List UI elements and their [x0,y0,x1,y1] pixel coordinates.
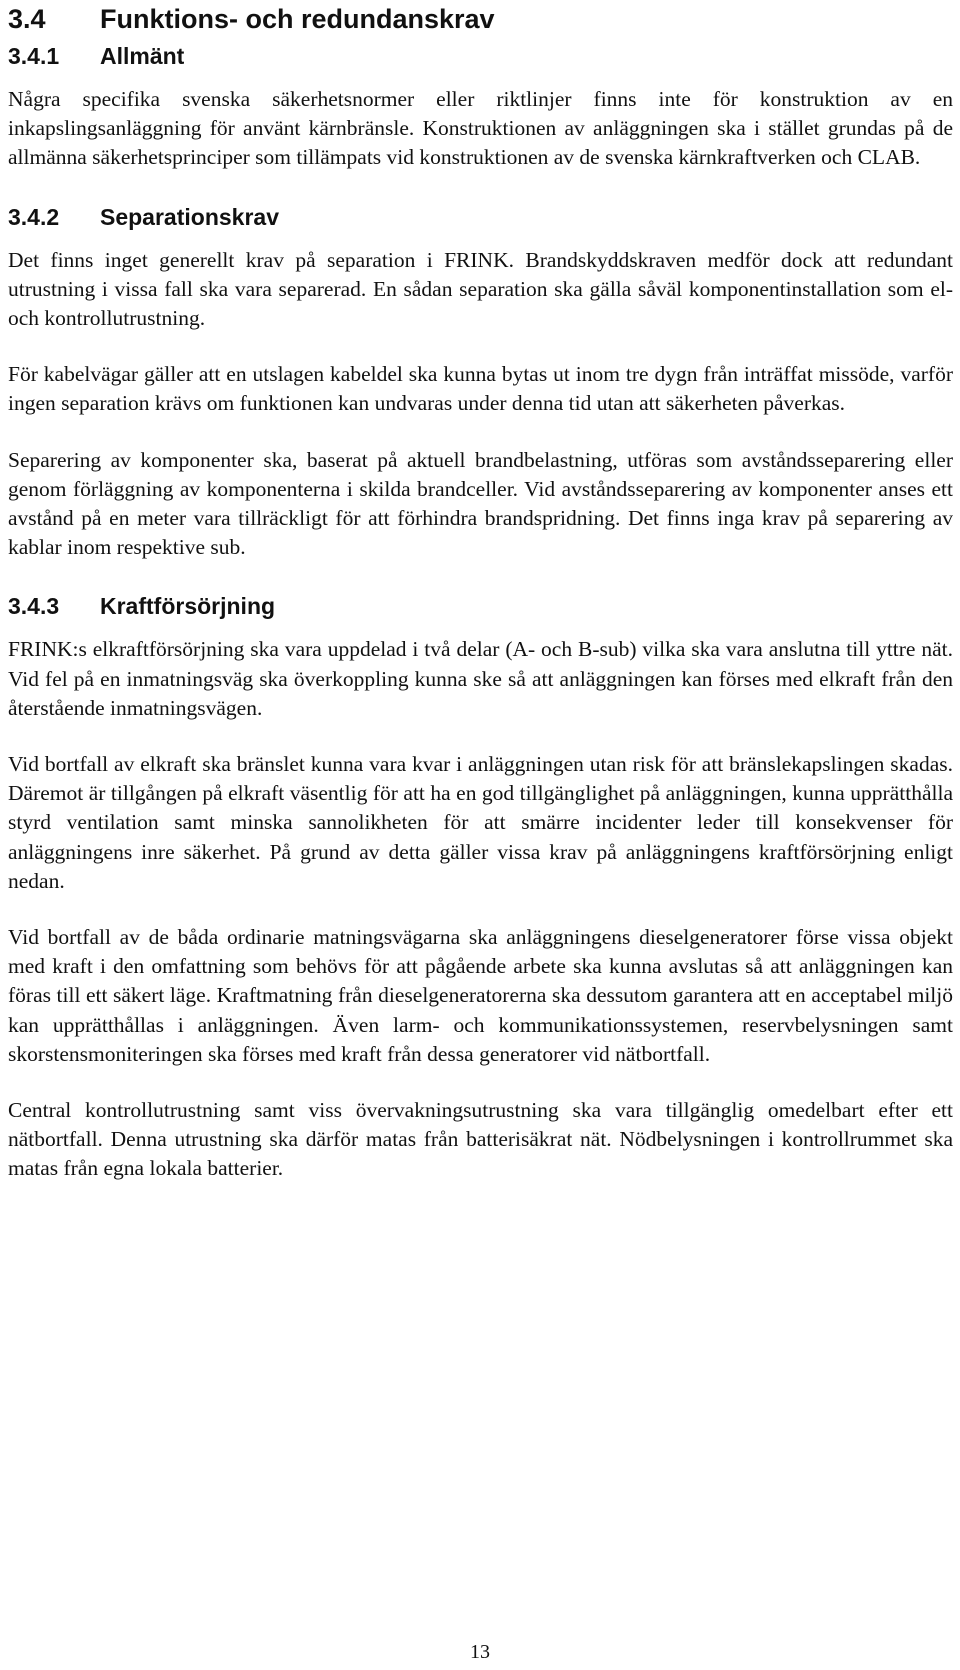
paragraph: För kabelvägar gäller att en utslagen kabeldel ska kunna bytas ut inom tre dygn från inträffat missöde, varför ingen separation krävs om funktionen kan undvaras under denna tid utan att säkerheten påverkas. [8,362,953,416]
subsection-number: 3.4.3 [8,593,60,620]
subsection-kraftforsorjning [8,592,953,1183]
section-title-text: Funktions- och redundanskrav [100,4,495,34]
paragraph: Vid bortfall av elkraft ska bränslet kunna vara kvar i anläggningen utan risk för att bränslekapslingen skadas. Däremot är tillgången på elkraft väsentlig för att ha en god tillgänglighet på anläggningen, kunna upprätthålla styrd ventilation samt minska sannolikheten för att smärre incidenter leder till konsekvenser för anläggningens inre säkerhet. På grund av detta gäller vissa krav på anläggningens kraftförsörjning enligt nedan. [8,752,953,893]
paragraph: Det finns inget generellt krav på separation i FRINK. Brandskyddskraven medför dock att redundant utrustning i vissa fall ska vara separerad. En sådan separation ska gälla såväl komponentinstallation som el- och kontrollutrustning. [8,247,953,331]
subsection-number: 3.4.2 [8,203,60,230]
subsection-title: Kraftförsörjning [100,593,276,620]
paragraph: Central kontrollutrustning samt viss övervakningsutrustning ska vara tillgänglig omedelbart efter ett nätbortfall. Denna utrustning ska därför matas från batterisäkrat nät. Nödbelysningen i kontrollrummet ska matas från egna lokala batterier. [8,1098,953,1181]
paragraph: Separering av komponenter ska, baserat på aktuell brandbelastning, utföras som avståndsseparering eller genom förläggning av komponenterna i skilda brandceller. Vid avståndsseparering av komponenter anses ett avstånd på en meter vara tillräckligt för att förhindra brandspridning. Det finns inga krav på separering av kablar inom respektive sub. [8,447,953,560]
subsection-number: 3.4.1 [8,43,60,69]
subsection-title: Separationskrav [100,203,279,230]
paragraph: Vid bortfall av de båda ordinarie matningsvägarna ska anläggningens dieselgeneratorer förse vissa objekt med kraft i den omfattning som behövs för att pågående arbete ska kunna avslutas så att anläggningen kan föras till ett säkert läge. Kraftmatning från dieselgeneratorerna ska dessutom garantera att en acceptabel miljö kan upprätthållas i anläggningen. Även larm- och kommunikationssystemen, reservbelysningen samt skorstensmoniteringen ska förses med kraft från dessa generatorer vid nätbortfall. [8,925,953,1066]
paragraph: Några specifika svenska säkerhetsnormer eller riktlinjer finns inte för konstruktion av en inkapslingsanläggning för använt kärnbränsle. Konstruktionen av anläggningen ska i stället grundas på de allmänna säkerhetsprinciper som tillämpats vid konstruktionen av de svenska kärnkraftverken och CLAB. [8,87,953,170]
subsection-title: Allmänt [100,43,185,69]
section-heading [8,0,953,34]
section-title [8,0,953,34]
subsection-heading [8,203,953,231]
subsection-heading [8,592,953,620]
subsection-allmant [8,42,953,173]
page-number: 13 [470,1641,490,1663]
subsection-separationskrav [8,203,953,563]
document-page [8,0,953,1184]
subsection-heading [8,42,953,70]
paragraph: FRINK:s elkraftförsörjning ska vara uppdelad i två delar (A- och B-sub) vilka ska vara anslutna till yttre nät. Vid fel på en inmatningsväg ska överkoppling kunna ske så att anläggningen kan förses med elkraft från den återstående inmatningsvägen. [8,637,953,720]
section-number: 3.4 [8,4,46,34]
